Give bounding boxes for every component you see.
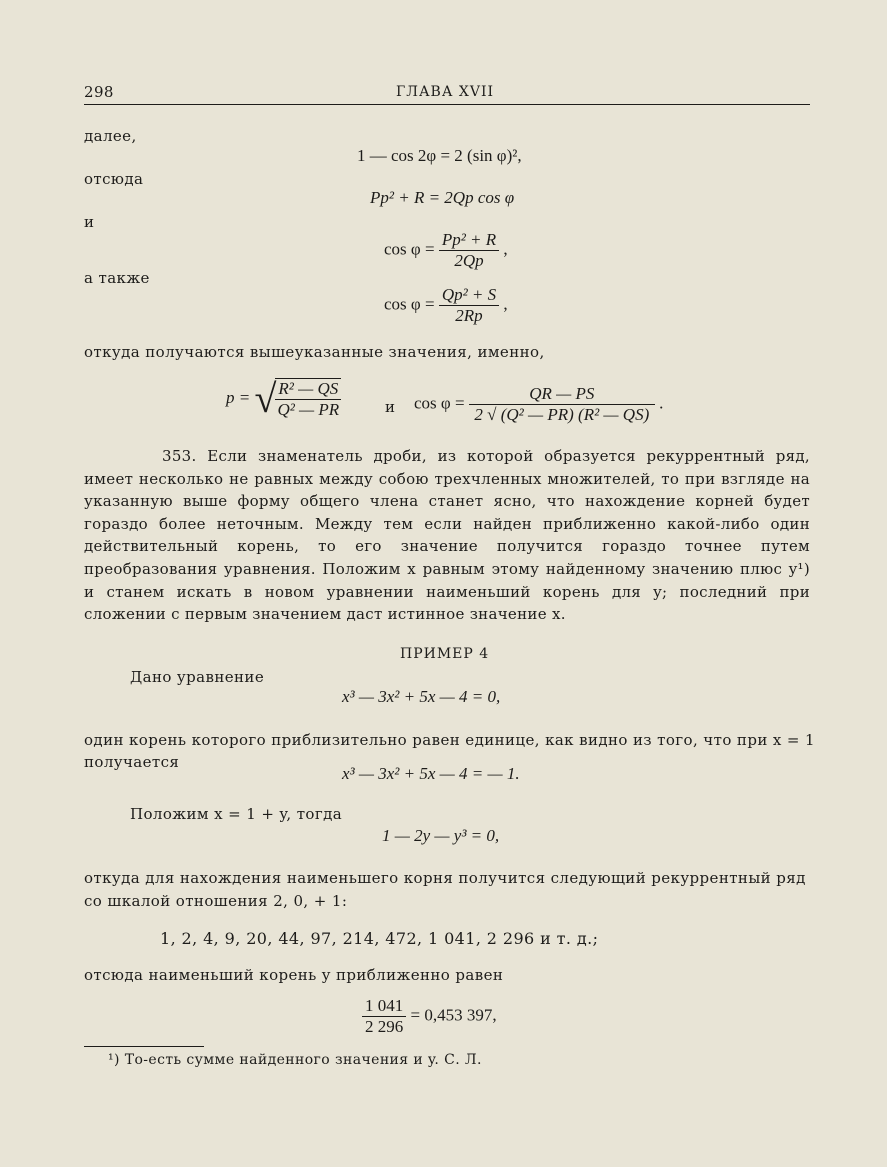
footnote-rule <box>84 1046 204 1047</box>
line-shkala: со шкалой отношения 2, 0, + 1: <box>84 892 348 910</box>
example-title: ПРИМЕР 4 <box>400 646 490 662</box>
eq4-lhs: cos φ = <box>384 294 435 314</box>
root-denominator: 2 296 <box>365 1017 404 1036</box>
recurrent-series: 1, 2, 4, 9, 20, 44, 97, 214, 472, 1 041, 2 296 и т. д.; <box>160 929 599 948</box>
eq5-lhs: p = <box>226 387 251 407</box>
line-smallest-root: отсюда наименьший корень y приближенно равен <box>84 966 504 984</box>
footnote: ¹) То-есть сумме найденного значения и y. С. Л. <box>108 1052 482 1068</box>
eq5-numerator: R² — QS <box>275 378 341 400</box>
line-otkuda: откуда получаются вышеуказанные значения, именно, <box>84 343 545 361</box>
paragraph-353 <box>84 445 810 626</box>
equation-pp2: Pp² + R = 2Qp cos φ <box>370 188 515 207</box>
eq3-numerator: Pp² + R <box>439 230 499 251</box>
eq5-fraction <box>274 378 342 420</box>
line-otkuda-2: откуда для нахождения наименьшего корня получится следующий рекуррентный ряд <box>84 869 806 887</box>
page-number: 298 <box>84 83 114 101</box>
equation-cubic: x³ — 3x² + 5x — 4 = 0, <box>342 687 501 706</box>
word-otsyuda: отсюда <box>84 170 144 188</box>
equation-cubic-value: x³ — 3x² + 5x — 4 = — 1. <box>342 764 520 783</box>
equation-cos-phi-3 <box>414 384 663 425</box>
eq6-lhs: cos φ = <box>414 393 465 413</box>
eq6-numerator: QR — PS <box>469 384 655 405</box>
sqrt-sign: √ <box>254 376 277 421</box>
eq4-fraction <box>439 285 499 326</box>
chapter-header: ГЛАВА XVII <box>396 84 495 100</box>
given-text: Дано уравнение <box>130 668 265 686</box>
equation-cos-phi-2 <box>384 285 508 326</box>
line-one-root: один корень которого приблизительно равен единице, как видно из того, что при x = 1 <box>84 731 815 749</box>
eq6-denominator: 2 √ (Q² — PR) (R² — QS) <box>474 405 650 424</box>
eq4-numerator: Qp² + S <box>439 285 499 306</box>
equation-p-sqrt <box>226 378 342 420</box>
eq4-end: , <box>503 294 508 314</box>
eq4-denominator: 2Rp <box>455 306 483 325</box>
eq3-lhs: cos φ = <box>384 239 435 259</box>
header-rule <box>84 104 810 105</box>
equation-cos-double-angle: 1 — cos 2φ = 2 (sin φ)², <box>357 146 522 165</box>
root-fraction <box>362 996 406 1037</box>
word-i-middle: и <box>385 398 396 416</box>
word-i: и <box>84 213 95 231</box>
equation-root-value <box>362 996 497 1037</box>
paragraph-353-text: 353. Если знаменатель дроби, из которой образуется рекуррентный ряд, имеет несколько не равных между собою трехчленных множителей, то при взгляде на указанную выше форму общего члена станет ясно, что нахождение корней будет гораздо более неточным. Между тем если найден приближенно какой-либо один действительный корень, то его значение получится гораздо точнее путем преобразования уравнения. Положим x равным этому найденному значению плюс y¹) и станем искать в новом уравнении наименьший корень для y; последний при сложении с первым значением даст истинное значение x. <box>84 447 810 624</box>
eq6-end: . <box>659 393 664 413</box>
line-polozhim: Положим x = 1 + y, тогда <box>130 805 343 823</box>
eq3-end: , <box>503 239 508 259</box>
eq6-fraction <box>469 384 655 425</box>
word-dalee: далее, <box>84 127 137 145</box>
equation-cos-phi-1 <box>384 230 508 271</box>
line-poluchaetsya: получается <box>84 753 180 771</box>
word-a-takzhe: а также <box>84 269 150 287</box>
eq3-fraction <box>439 230 499 271</box>
eq3-denominator: 2Qp <box>454 251 484 270</box>
root-value: = 0,453 397, <box>410 1005 497 1025</box>
eq5-denominator: Q² — PR <box>277 400 340 419</box>
equation-transformed: 1 — 2y — y³ = 0, <box>382 826 500 845</box>
root-numerator: 1 041 <box>362 996 406 1017</box>
